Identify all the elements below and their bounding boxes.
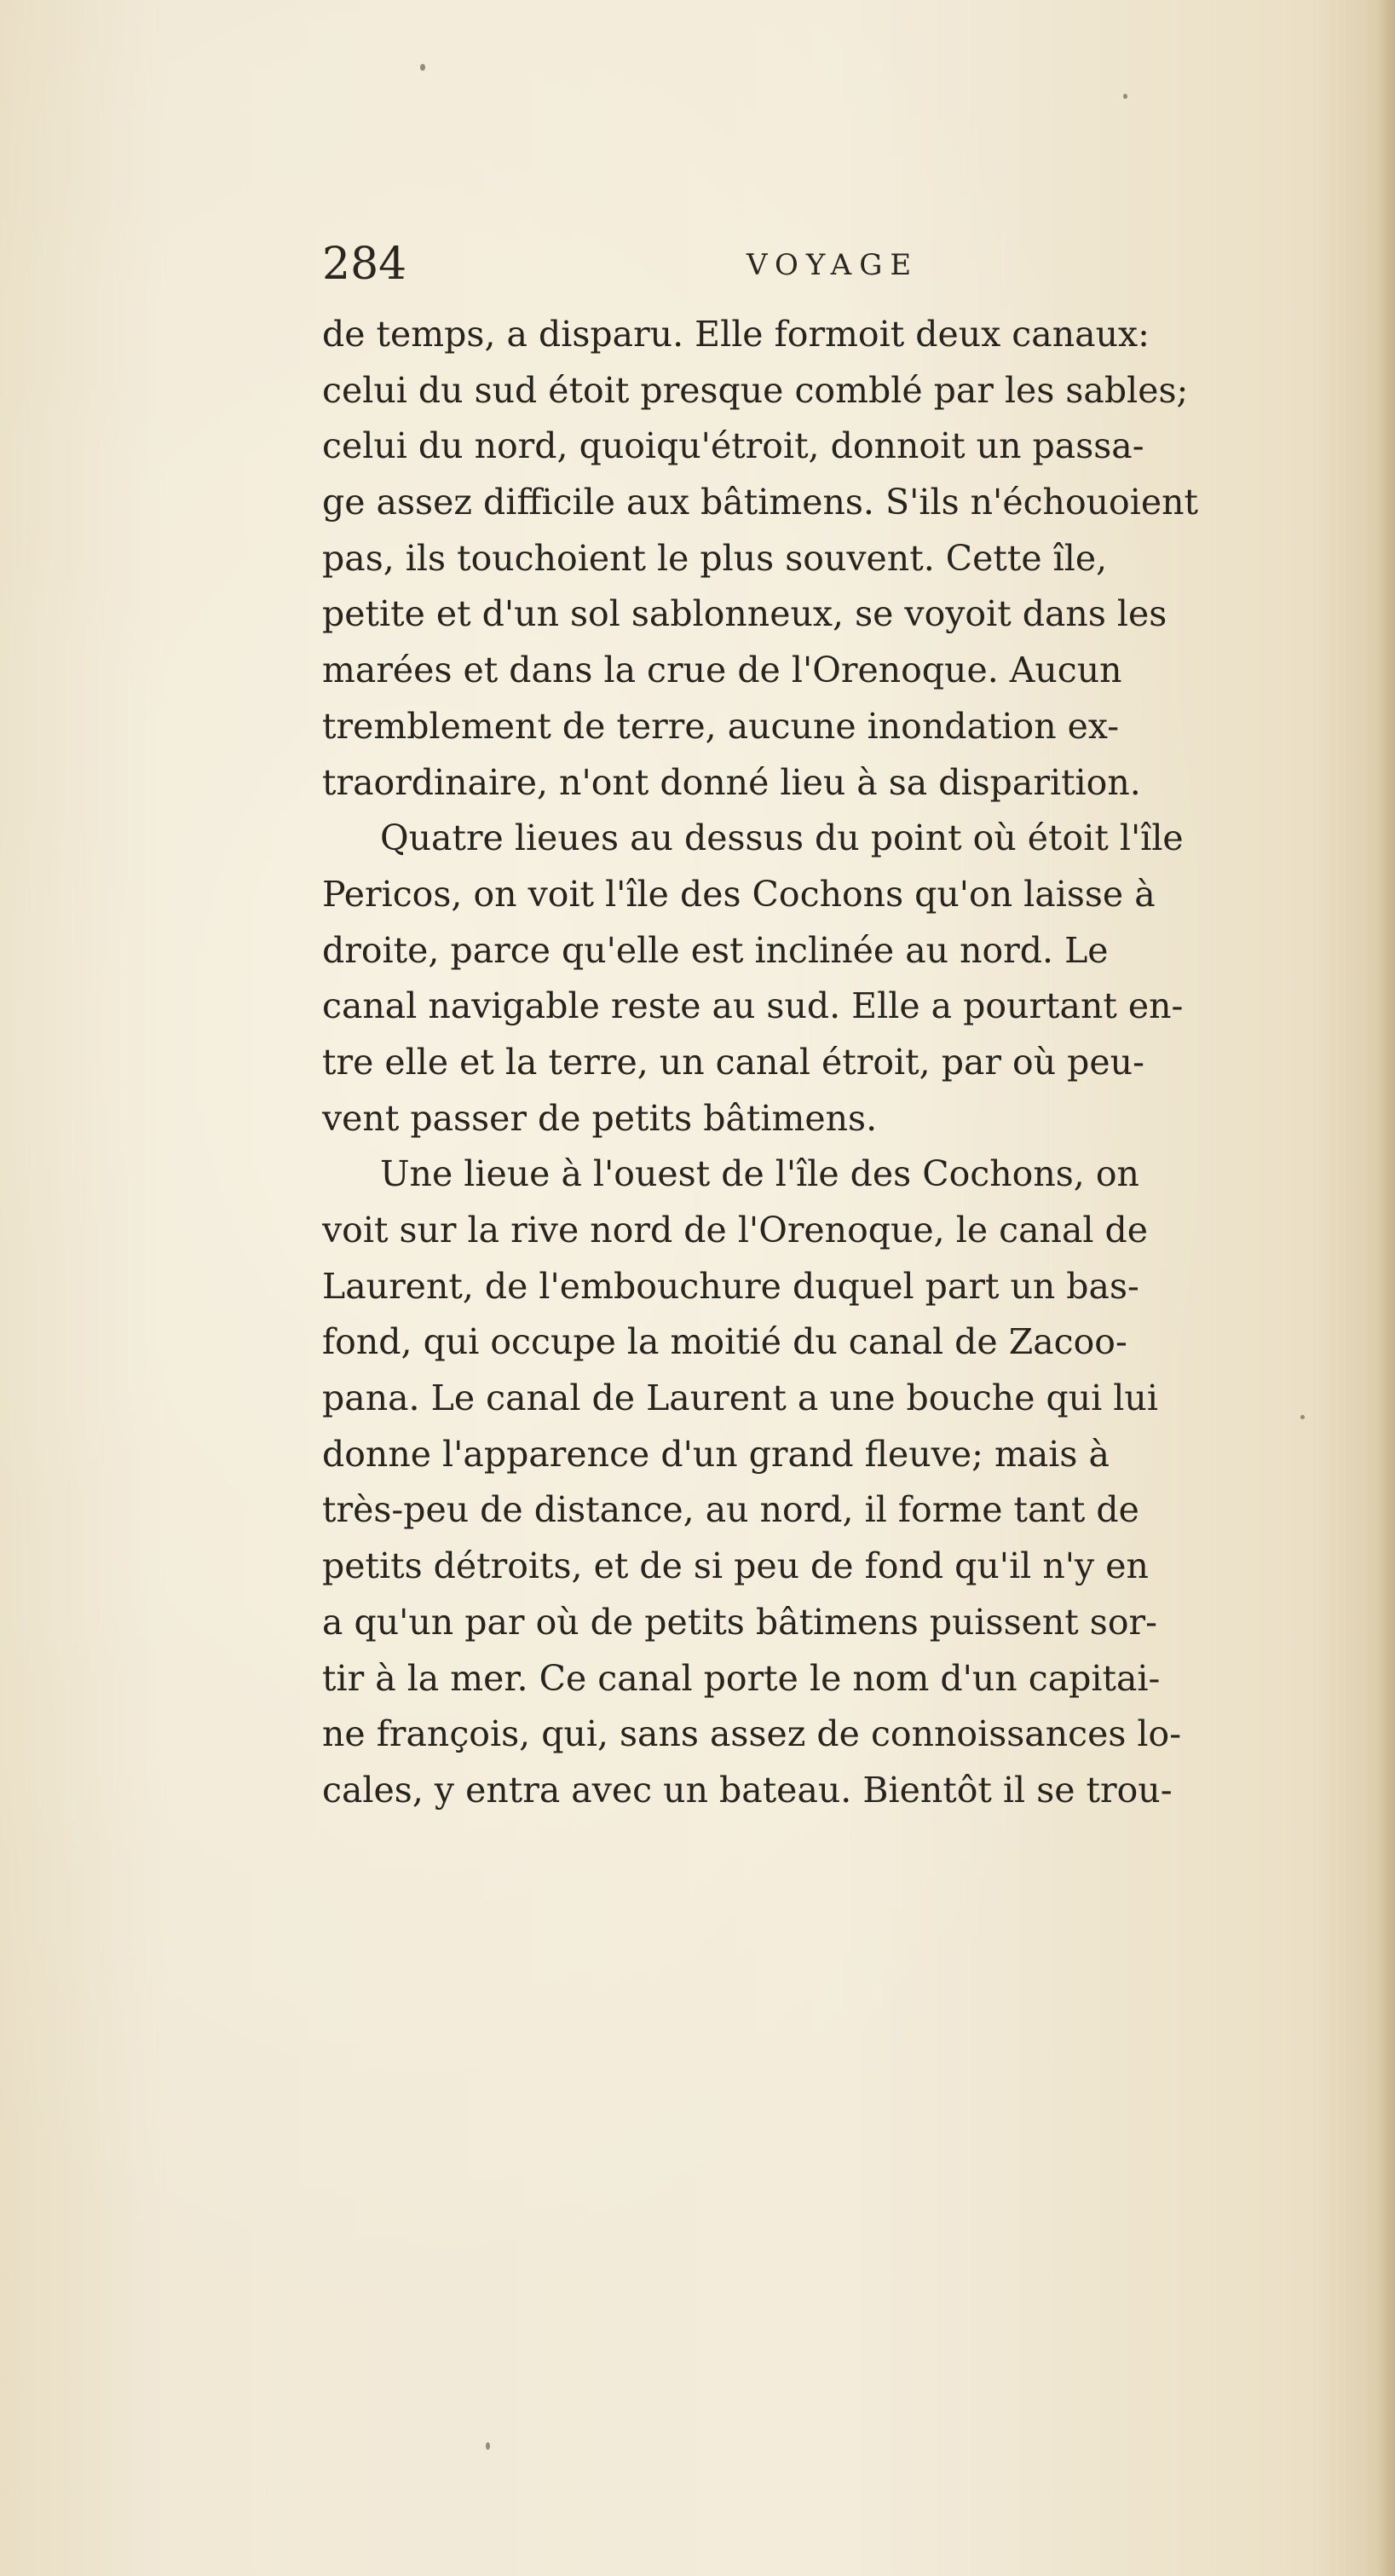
text-line: a qu'un par où de petits bâtimens puissent sor- xyxy=(322,1601,1157,1643)
text-line: droite, parce qu'elle est inclinée au nord. Le xyxy=(322,929,1109,971)
paragraph-first-line: Une lieue à l'ouest de l'île des Cochons, on xyxy=(380,1153,1139,1195)
paragraph-first-line: Quatre lieues au dessus du point où étoit l'île xyxy=(380,817,1184,859)
body-text xyxy=(322,307,1387,1819)
text-line: voit sur la rive nord de l'Orenoque, le canal de xyxy=(322,1210,1149,1250)
text-line: pana. Le canal de Laurent a une bouche qui lui xyxy=(322,1378,1158,1419)
page-number: 284 xyxy=(322,239,407,290)
text-line: traordinaire, n'ont donné lieu à sa disparition. xyxy=(322,761,1141,803)
paper-speck xyxy=(1300,1415,1305,1419)
text-line: Pericos, on voit l'île des Cochons qu'on laisse à xyxy=(322,873,1156,915)
text-line: petits détroits, et de si peu de fond qu'il n'y en xyxy=(322,1545,1149,1587)
text-line: cales, y entra avec un bateau. Bientôt il se trou- xyxy=(322,1769,1173,1811)
text-line: fond, qui occupe la moitié du canal de Zacoo- xyxy=(322,1321,1127,1363)
text-line: tre elle et la terre, un canal étroit, par où peu- xyxy=(322,1041,1144,1083)
text-line: marées et dans la crue de l'Orenoque. Aucun xyxy=(322,650,1122,691)
text-line: pas, ils touchoient le plus souvent. Cette île, xyxy=(322,537,1108,579)
text-line: tir à la mer. Ce canal porte le nom d'un capitai- xyxy=(322,1657,1161,1699)
text-line: Laurent, de l'embouchure duquel part un bas- xyxy=(322,1265,1139,1307)
text-line: celui du sud étoit presque comblé par les sables; xyxy=(322,369,1189,411)
text-line: vent passer de petits bâtimens. xyxy=(322,1097,878,1139)
text-line: tremblement de terre, aucune inondation ex- xyxy=(322,705,1120,747)
text-line: canal navigable reste au sud. Elle a pourtant en- xyxy=(322,985,1184,1027)
text-line: ne françois, qui, sans assez de connoissances lo- xyxy=(322,1713,1182,1755)
paper-speck xyxy=(486,2442,490,2450)
text-line: petite et d'un sol sablonneux, se voyoit dans les xyxy=(322,593,1167,635)
text-line: donne l'apparence d'un grand fleuve; mais à xyxy=(322,1433,1110,1475)
running-title: VOYAGE xyxy=(746,248,919,282)
text-line: très-peu de distance, au nord, il forme tant de xyxy=(322,1489,1139,1531)
paper-speck xyxy=(420,64,425,71)
text-line: celui du nord, quoiqu'étroit, donnoit un passa- xyxy=(322,425,1144,467)
text-line: ge assez difficile aux bâtimens. S'ils n'échouoient xyxy=(322,482,1198,523)
text-line: de temps, a disparu. Elle formoit deux canaux: xyxy=(322,314,1150,355)
paper-speck xyxy=(1123,94,1127,99)
page-header xyxy=(322,234,1387,294)
